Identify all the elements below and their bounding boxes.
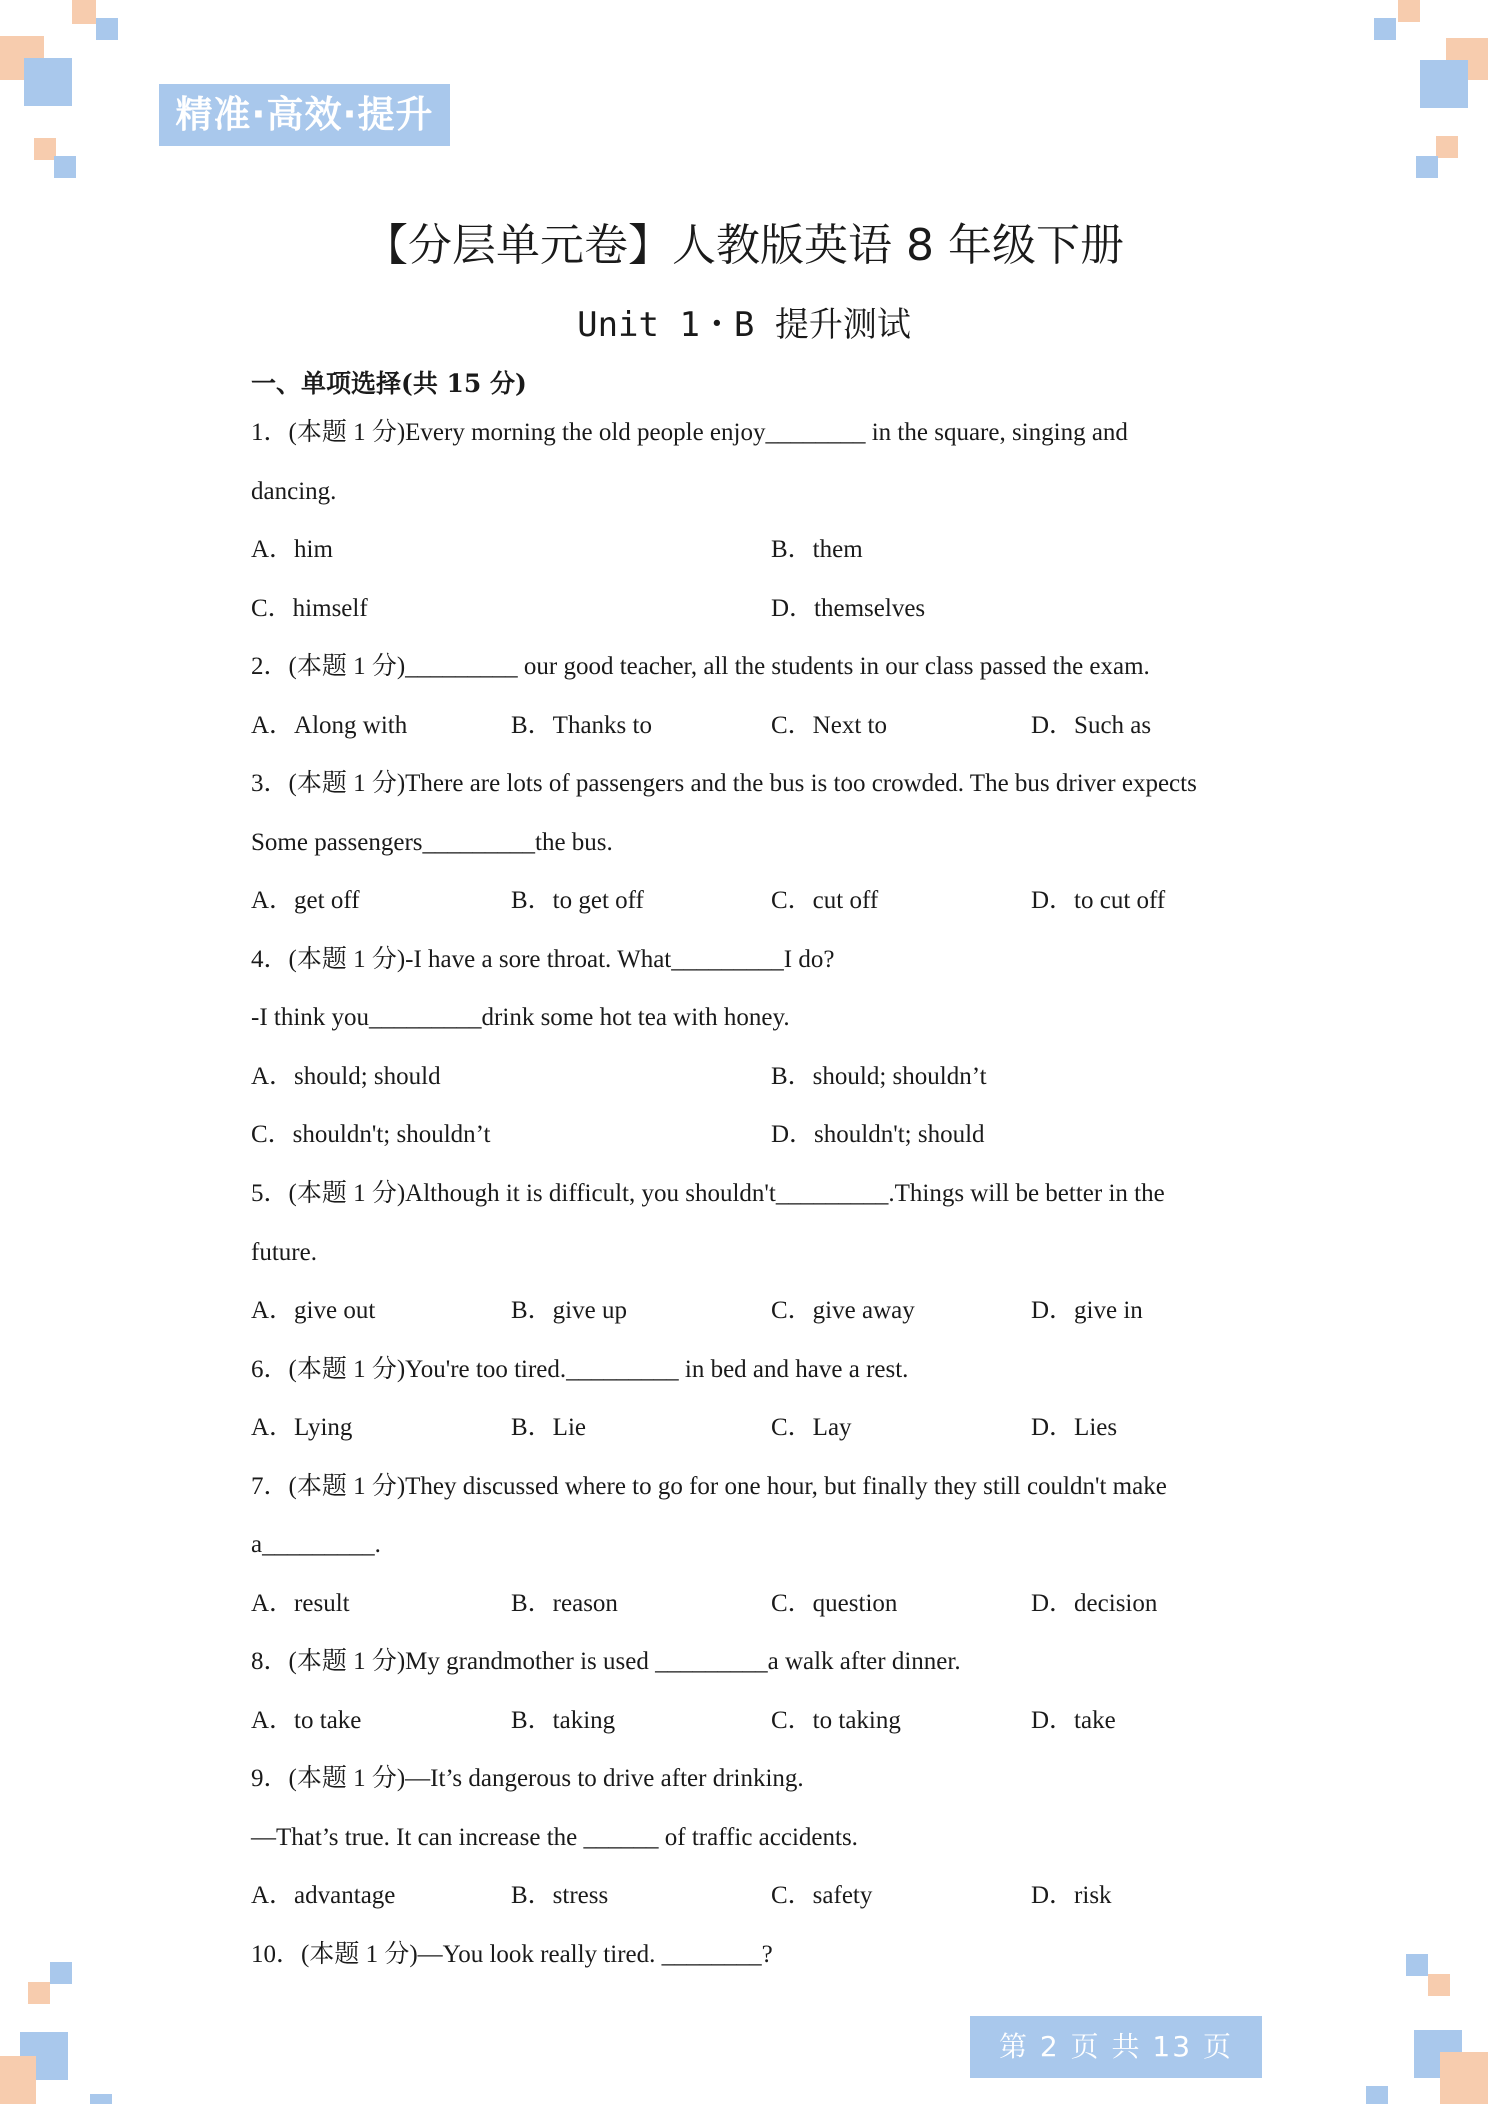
question-text: 10．(本题 1 分)—You look really tired. ________? [251, 1941, 773, 1968]
option-d: D．to cut off [1031, 887, 1166, 914]
option-d: D．shouldn't; should [771, 1121, 985, 1148]
question-text: 8．(本题 1 分)My grandmother is used _________a walk after dinner. [251, 1648, 961, 1675]
option-d: D．decision [1031, 1590, 1158, 1617]
option-c: C．safety [771, 1882, 873, 1909]
option-c: C．question [771, 1590, 898, 1617]
option-a: A．Lying [251, 1414, 353, 1441]
option-d: D．give in [1031, 1297, 1143, 1324]
option-d: D．risk [1031, 1882, 1112, 1909]
option-c: C．Lay [771, 1414, 852, 1441]
option-c: C．Next to [771, 712, 887, 739]
option-c: C．himself [251, 595, 368, 622]
option-c: C．to taking [771, 1707, 901, 1734]
option-c: C．cut off [771, 887, 879, 914]
option-b: B．give up [511, 1297, 627, 1324]
option-d: D．take [1031, 1707, 1116, 1734]
option-a: A．to take [251, 1707, 362, 1734]
question-text: dancing. [251, 478, 337, 505]
question-text: 5．(本题 1 分)Although it is difficult, you shouldn't_________.Things will be better in the [251, 1180, 1165, 1207]
option-a: A．him [251, 536, 333, 563]
option-b: B．reason [511, 1590, 618, 1617]
option-a: A．Along with [251, 712, 408, 739]
question-text: —That’s true. It can increase the ______ of traffic accidents. [251, 1824, 858, 1851]
option-b: B．should; shouldn’t [771, 1063, 987, 1090]
option-b: B．to get off [511, 887, 644, 914]
option-d: D．themselves [771, 595, 926, 622]
option-c: C．give away [771, 1297, 915, 1324]
option-a: A．give out [251, 1297, 376, 1324]
page-title: 【分层单元卷】人教版英语 8 年级下册 [364, 220, 1124, 271]
option-a: A．get off [251, 887, 360, 914]
question-text: -I think you_________drink some hot tea with honey. [251, 1004, 790, 1031]
question-text: 4．(本题 1 分)-I have a sore throat. What_________I do? [251, 946, 835, 973]
option-b: B．Thanks to [511, 712, 652, 739]
question-text: 2．(本题 1 分)_________ our good teacher, all the students in our class passed the exam. [251, 653, 1150, 680]
section-heading: 一、单项选择(共 15 分) [251, 369, 527, 398]
option-b: B．taking [511, 1707, 616, 1734]
question-text: future. [251, 1239, 317, 1266]
option-d: D．Lies [1031, 1414, 1118, 1441]
page-number: 第 2 页 共 13 页 [970, 2016, 1262, 2078]
option-a: A．should; should [251, 1063, 441, 1090]
question-text: 7．(本题 1 分)They discussed where to go for one hour, but finally they still couldn't make [251, 1473, 1167, 1500]
option-b: B．them [771, 536, 863, 563]
option-d: D．Such as [1031, 712, 1152, 739]
question-text: Some passengers_________the bus. [251, 829, 613, 856]
question-text: 3．(本题 1 分)There are lots of passengers and the bus is too crowded. The bus driver expects [251, 770, 1197, 797]
page-subtitle: Unit 1・B 提升测试 [577, 305, 911, 345]
question-text: 1．(本题 1 分)Every morning the old people enjoy________ in the square, singing and [251, 419, 1128, 446]
question-text: a_________. [251, 1531, 381, 1558]
question-text: 6．(本题 1 分)You're too tired._________ in bed and have a rest. [251, 1356, 909, 1383]
option-b: B．Lie [511, 1414, 586, 1441]
question-text: 9．(本题 1 分)—It’s dangerous to drive after drinking. [251, 1765, 804, 1792]
brand-banner: 精准·高效·提升 [159, 84, 450, 146]
option-a: A．advantage [251, 1882, 396, 1909]
option-b: B．stress [511, 1882, 609, 1909]
option-c: C．shouldn't; shouldn’t [251, 1121, 491, 1148]
option-a: A．result [251, 1590, 350, 1617]
